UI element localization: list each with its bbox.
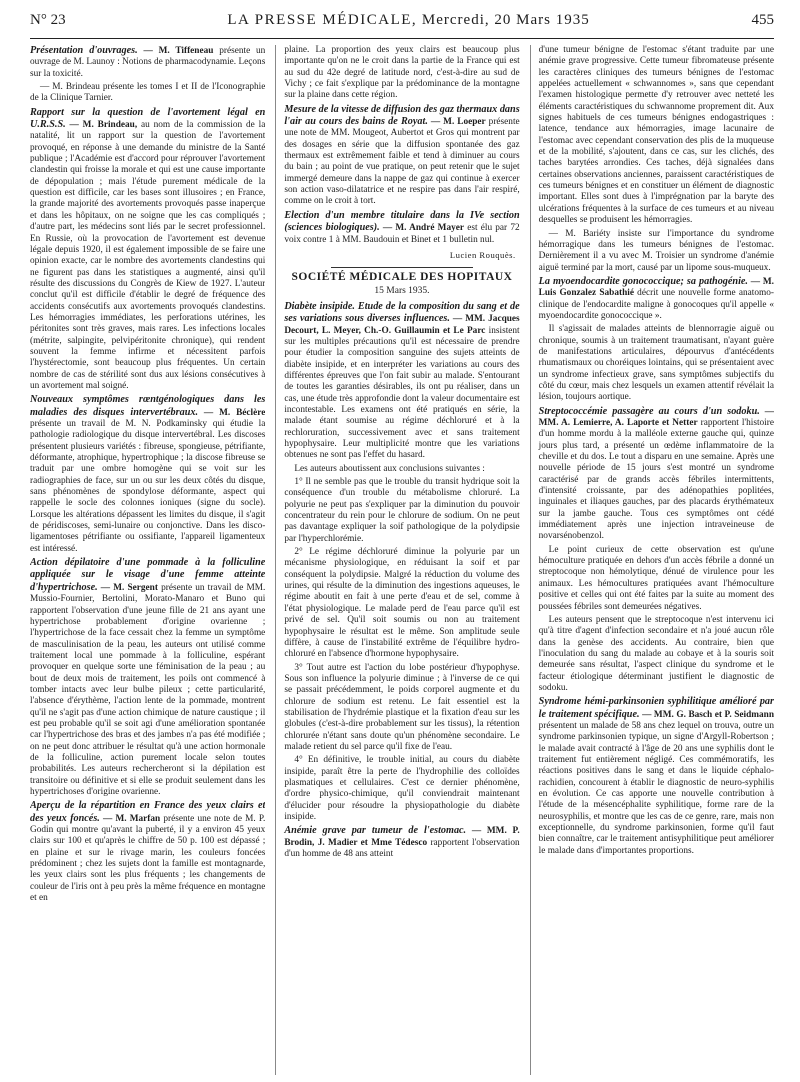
body-paragraph: — M. Brindeau présente les tomes I et II de l'Iconographie de la Clinique Tarnier. <box>30 82 266 104</box>
article-text: présente un travail de M. N. Podkaminsky qui étudie la pathologie radiologique du disque intervertébral. Les discoses présentent plusieurs variétés : fibreuse, spongieuse, pétrifiante, déformante, atrophique, hypertrophique ; la discose fibreuse se traduit par une ombre homogène qui se voit sur les radiographies de face, sur un ou sur les deux côtés du disque, sans phénomènes de spondylose déformante, aspect qui rappelle le socle des colonnes ioniques (signe du socle). Lorsque les altérations dépassent les limites du disque, il s'agit de péridiscoses, semi-lunaire ou conjonctive. Dans les disco-ligamentoses pétrifiante ou ossifiante, l'appareil ligamenteux est intéressé. <box>30 419 266 554</box>
article-paragraph <box>539 406 774 543</box>
section-heading: SOCIÉTÉ MÉDICALE DES HOPITAUX <box>291 271 513 284</box>
article-text: rapportent l'observation d'un homme de 48 ans atteint <box>284 837 520 860</box>
running-title <box>227 12 589 29</box>
article-authors: — M. Luis Gonzalez Sabathié <box>538 276 774 299</box>
issue-date: Mercredi, 20 Mars 1935 <box>421 12 590 28</box>
article-title: Rapport sur la question de l'avortement légal en U.R.S.S. <box>30 106 266 131</box>
article-authors: — MM. A. Lemierre, A. Laporte et Netter <box>538 406 774 428</box>
article-title: Nouveaux symptômes rœntgénologiques dans les maladies des disques intervertébraux. <box>30 394 266 418</box>
journal-name: LA PRESSE MÉDICALE, <box>227 12 418 28</box>
article-text: présente un travail de MM. Mussio-Fournier, Bertolini, Morato-Manaro et Buno qui rapportent l'observation d'une jeune fille de 21 ans ayant une hypertrichose probablement d'origine ovarienne ; l'hypertrichose de la face cessait chez la femme un symptôme de masculinisation de la peau, les auteurs ont utilisé comme traitement local une pommade à la folliculine, espérant provoquer en quelque sorte une féminisation de la peau ; au bout de deux mois de traitement, les poils ont commencé à tomber intacts avec leur bulbe pileux ; cette particularité, l'absence d'érythème, l'action lente de la pommade, montrent qu'il ne s'agit pas d'une action chimique de nature caustique ; il est peu probable qu'il se soit agi d'une amélioration spontanée car l'hypertrichose des bras et des jambes n'a pas été modifiée ; on ne peut donc attribuer le résultat qu'à une action hormonale de la folliculine, action purement locale selon toutes probabilités. Les auteurs rechercheront si la dépilation est transitoire ou définitive et si elle se produit seulement dans les hypertrichoses d'origine ovarienne. <box>30 582 266 797</box>
article-title: Mesure de la vitesse de diffusion des gaz thermaux dans l'air au cours des bains de Royat. <box>284 103 520 128</box>
body-paragraph: Il s'agissait de malades atteints de blennorragie aiguë ou chronique, soumis à un traitement traumatisant, n'ayant guère de manifestations articulaires, dépourvus d'antécédents rhumatismaux ou choréiques lointains, qui se présentaient avec un syndrome infectieux grave, sans symptômes subjectifs du côté du cœur, mais chez lesquels un examen attentif révélait la lésion, toujours aortique. <box>538 324 774 403</box>
article-authors: — M. Tiffeneau <box>143 46 214 56</box>
article-paragraph <box>30 557 265 798</box>
article-authors: — M. Sergent <box>100 582 158 593</box>
article-paragraph <box>539 276 774 322</box>
article-title: Diabète insipide. Etude de la composition du sang et de ses variations sous diverses influences. <box>284 300 520 325</box>
body-paragraph: plaine. La proportion des yeux clairs est beaucoup plus importante qu'on ne le croit dans la partie de la France qui est au sud du 42e degré de latitude nord, c'est-à-dire au sud de Vichy ; ce fait s'explique par la prédominance de la montagne sur la plaine dans cette région. <box>284 45 520 101</box>
body-paragraph: 1° Il ne semble pas que le trouble du transit hydrique soit la conséquence d'un trouble du métabolisme chloruré. La polyurie ne peut pas s'expliquer par la diminution du pouvoir concentrateur du rein pour le chlorure de sodium. On ne peut pas davantage expliquer la soif pathologique de la polydipsie par l'hyperchlorémie. <box>284 477 520 544</box>
issue-number: N° 23 <box>30 12 66 28</box>
body-paragraph: Les auteurs pensent que le streptocoque n'est intervenu ici qu'à titre d'agent d'infection secondaire et n'a joué aucun rôle dans la genèse des accidents. Au contraire, bien que l'inoculation du sang du malade au cobaye et à la souris soit demeurée sans résultat, l'aspect clinique du syndrome et le facteur étiologique déterminant justifient le diagnostic de sodoku. <box>538 614 774 693</box>
article-authors: — M. Loeper <box>430 117 486 128</box>
body-paragraph: d'une tumeur bénigne de l'estomac s'étant traduite par une anémie grave progressive. Cette tumeur fibromateuse présente les caractères cliniques des tumeurs bénignes de l'estomac appelées actuellement « schwannomes », sans que cependant l'examen histologique permette d'y retrouver avec netteté les éléments caractéristiques du schwannome proprement dit. Aux signes habituels de ces tumeurs bénignes endogastriques : latence, tendance aux hémorragies, image lacunaire de l'estomac avec cependant conservation des plis de la muqueuse et de la mobilité, s'ajoutent, dans ce cas, sur les clichés, des taches barytées arrondies. Ces taches, déjà signalées dans certaines observations anciennes, paraissent caractéristiques de ces tumeurs bénignes et en constituer un élément de diagnostic important. Elles sont dues à l'imprégnation par la baryte des ulcérations fréquentes à la surface de ces tumeurs et au niveau desquelles se produisent les hémorragies. <box>538 45 774 226</box>
article-title: Streptococcémie passagère au cours d'un sodoku. <box>538 405 760 417</box>
body-paragraph: — M. Bariéty insiste sur l'importance du syndrome hémorragique dans les tumeurs bénignes de l'estomac. Dernièrement il a vu avec M. Troisier un syndrome d'anémie aiguë terminé par la mort, causé par un lipome sous-muqueux. <box>538 228 774 273</box>
article-text: présente une note de MM. Mougeot, Aubertot et Gros qui montrent par des dosages en série que la diffusion spontanée des gaz thermaux est extrêmement faible et tend à diminuer au cours du bain ; au point de vue pratique, on peut retenir que le sujet immergé demeure dans la nappe de gaz qui continue à exercer son action vaso-dilatatrice et ne respire pas dans l'air respiré, comme on le croit à tort. <box>284 117 520 207</box>
article-paragraph <box>30 107 265 393</box>
article-paragraph <box>30 45 265 80</box>
article-title: Action dépilatoire d'une pommade à la folliculine appliquée sur le visage d'une femme atteinte d'hypertrichose. <box>30 557 266 593</box>
article-title: Présentation d'ouvrages. <box>30 45 138 56</box>
section-date: 15 Mars 1935. <box>374 285 430 296</box>
article-paragraph <box>284 104 519 208</box>
article-authors: — M. Béclère <box>203 407 266 418</box>
body-paragraph: Les auteurs aboutissent aux conclusions suivantes : <box>294 463 485 474</box>
article-text: présentent un malade de 58 ans chez lequel on trouva, outre un syndrome parkinsonien typique, un signe d'Argyll-Robertson ; le malade avait contracté à l'âge de 20 ans une syphilis dont le traitement fut entièrement négligé. Ces commémoratifs, les réactions positives dans le sang et dans le liquide céphalo-rachidien, concourent à établir le diagnostic de neuro-syphilis en évolution. Ce cas apporte une nouvelle contribution à l'étude de la mésencéphalite syphilitique, forme rare de la neurosyphilis, et montre que les cas de ce genre, rare, mais non exceptionnelle, du syndrome parkinsonien, forme qu'il faut bien connaître, car le traitement antisyphilitique peut améliorer le malade dans d'importantes proportions. <box>538 720 774 856</box>
author-signature: Lucien Rouquès. <box>449 249 516 260</box>
article-paragraph <box>539 696 774 857</box>
page-header <box>30 12 774 39</box>
article-text: est élu par 72 voix contre 1 à MM. Baudouin et Binet et 1 bulletin nul. <box>284 223 520 245</box>
article-paragraph <box>30 394 265 555</box>
article-text: insistent sur les multiples précautions qu'il est nécessaire de prendre pour étudier la composition sanguine des sujets atteints de diabète insipide, et en interpréter les variations au cours des différentes épreuves que l'on fait subir au malade. S'entourant de toutes les garanties désirables, ils ont pu réaliser, dans un cas, une étude très approfondie dont la valeur documentaire est incontestable. Les examens ont été pratiqués en série, la malade étant soumise au régime déchloruré et à la rechloruration, successivement avec et sans traitement hypophysaire. Leur multiplicité montre que les variations obtenues ne sont pas l'effet du hasard. <box>284 325 520 461</box>
article-title: Election d'un membre titulaire dans la IVe section (sciences biologiques). <box>284 209 520 234</box>
article-authors: — MM. P. Brodin, J. Madier et Mme Tédesco <box>284 826 520 848</box>
article-authors: — MM. G. Basch et P. Seidmann <box>642 709 774 720</box>
article-authors: — M. André Mayer <box>382 223 465 234</box>
article-paragraph <box>284 825 519 860</box>
column-right <box>530 45 774 1075</box>
article-title: Anémie grave par tumeur de l'estomac. <box>284 825 467 837</box>
page-folio: 455 <box>751 12 774 28</box>
text-columns <box>30 45 774 1075</box>
article-paragraph <box>284 301 519 462</box>
article-text: rapportent l'histoire d'un homme mordu à la malléole externe gauche qui, quinze jours plus tard, a présenté un œdème inflammatoire de la cheville et du dos. Le tout a disparu en une semaine. Après une nouvelle période de 15 jours s'est montré un syndrome caractérisé par de grands accès fébriles intermittents, d'intensité croissante, par des adénopathies poplitées, inguinales et iliaques gauches, par des placards érythémateux sur la jambe gauche. Tous ces symptômes ont cédé immédiatement après une injection intraveineuse de novarsénobenzol. <box>538 418 774 542</box>
article-authors: — MM. Jacques Decourt, L. Meyer, Ch.-O. Guillaumin et Le Parc <box>284 314 520 336</box>
body-paragraph: Le point curieux de cette observation est qu'une hémoculture pratiquée en dehors d'un accès fébrile a donné un streptocoque non hémolytique, dénué de virulence pour les animaux. Les hémocultures pratiquées avant l'hémoculture positive et celles qui ont été faites par la suite au moment des poussées fébriles sont demeurées négatives. <box>538 544 774 612</box>
body-paragraph: 3° Tout autre est l'action du lobe postérieur d'hypophyse. Sous son influence la polyurie diminue ; à l'inverse de ce qui se passait précédemment, le poids corporel augmente et du chlorure de sodium est retenu. Le fait essentiel est la stabilisation de l'hydrémie plastique et la fixation d'eau sur les globules (c'est-à-dire probablement sur les tissus), la rétention chlorurée n'étant sans doute qu'un phénomène secondaire. Le malade retient du sel parce qu'il fixe de l'eau. <box>284 662 520 752</box>
article-title: Syndrome hémi-parkinsonien syphilitique amélioré par le traitement spécifique. <box>538 696 774 720</box>
section-divider <box>331 267 472 268</box>
article-authors: — M. Brindeau, <box>69 120 138 131</box>
article-paragraph <box>30 800 265 904</box>
article-text: décrit une nouvelle forme anatomo-clinique de l'endocardite maligne à gonocoques qu'il appelle « myoendocardite gonococcique ». <box>538 288 774 321</box>
column-left <box>30 45 265 1075</box>
article-text: au nom de la commission de la natalité, lit un rapport sur la question de l'avortement provoqué, en réponse à une demande du ministre de la Santé publique ; l'Académie est d'accord pour réprouver l'avortement clandestin qui froisse la morale et qui est une cause importante de dépopulation ; mais l'étude purement médicale de la question est difficile, car les bases sont illusoires ; en France, la grande majorité des avortements provoqués passe inaperçue et dans les hôpitaux, on ne soigne que les cas compliqués ; d'autre part, les médecins sont liés par le secret professionnel. En Russie, où la provocation de l'avortement est devenue légale depuis 1920, il est également impossible de se faire une opinion exacte, car le nombre des avortements clandestins qui ne figurent pas dans les statistiques a augmenté, ainsi qu'il résulte des discussions du Congrès de Kiew de 1927. L'auteur conclut qu'il est difficile d'établir le degré de fréquence des accidents consécutifs aux avortements provoqués clandestins. Les hémorragies immédiates, les perforations utérines, les péritonites sont très graves, mais rares. Les infections locales (métrite, salpingite, pelvipéritonite chronique), qui rendent souvent la femme infirme et nécessitent parfois l'hystérectomie, sont beaucoup plus fréquentes. Un certain nombre de cas de stérilité sont dus aux lésions consécutives à un avortement mal soigné. <box>30 120 266 391</box>
article-title: Aperçu de la répartition en France des yeux clairs et des yeux foncés. <box>30 800 266 824</box>
article-text: présente une note de M. P. Godin qui montre qu'avant la puberté, il y a environ 45 yeux clairs sur 100 et qu'après le chiffre de 50 p. 100 est dépassé ; en plaine et sur le rivage marin, les couleurs foncées prédominent ; chez les sujets dont la famille est montagnarde, les yeux clairs sont les plus fréquents ; les changements de couleur de l'iris ont à peu près la même fréquence en montagne et en <box>30 813 266 904</box>
body-paragraph: 2° Le régime déchloruré diminue la polyurie par un mécanisme physiologique, en réduisant la soif et par conséquent la polydipsie. Malgré la réduction du volume des urines, qui résulte de la diminution des ingestions aqueuses, le régime aboutit en fait à une perte d'eau et de sel, comme à l'état physiologique. Le malade perd de l'eau parce qu'il est privé de sel. Qu'il soit soumis ou non au traitement hypophysaire le résultat est le même. Son amplitude seule diffère, à cause de l'instabilité extrême de l'équilibre hydro-chloruré en l'absence d'hormone hypophysaire. <box>284 547 520 660</box>
article-authors: — M. Marfan <box>103 813 161 824</box>
article-paragraph <box>284 210 519 246</box>
article-title: La myoendocardite gonococcique; sa pathogénie. <box>538 275 748 287</box>
column-middle <box>275 45 519 1075</box>
article-text: présente un ouvrage de M. Launoy : Notions de pharmacodynamie. Leçons sur la toxicité. <box>30 46 266 79</box>
body-paragraph: 4° En définitive, le trouble initial, au cours du diabète insipide, paraît être la perte de l'hydrophilie des colloïdes plasmatiques et cellulaires. C'est ce dernier phénomène, d'ordre physico-chimique, qu'il conviendrait maintenant d'élucider pour résoudre la physiopathologie du diabète insipide. <box>284 755 520 822</box>
